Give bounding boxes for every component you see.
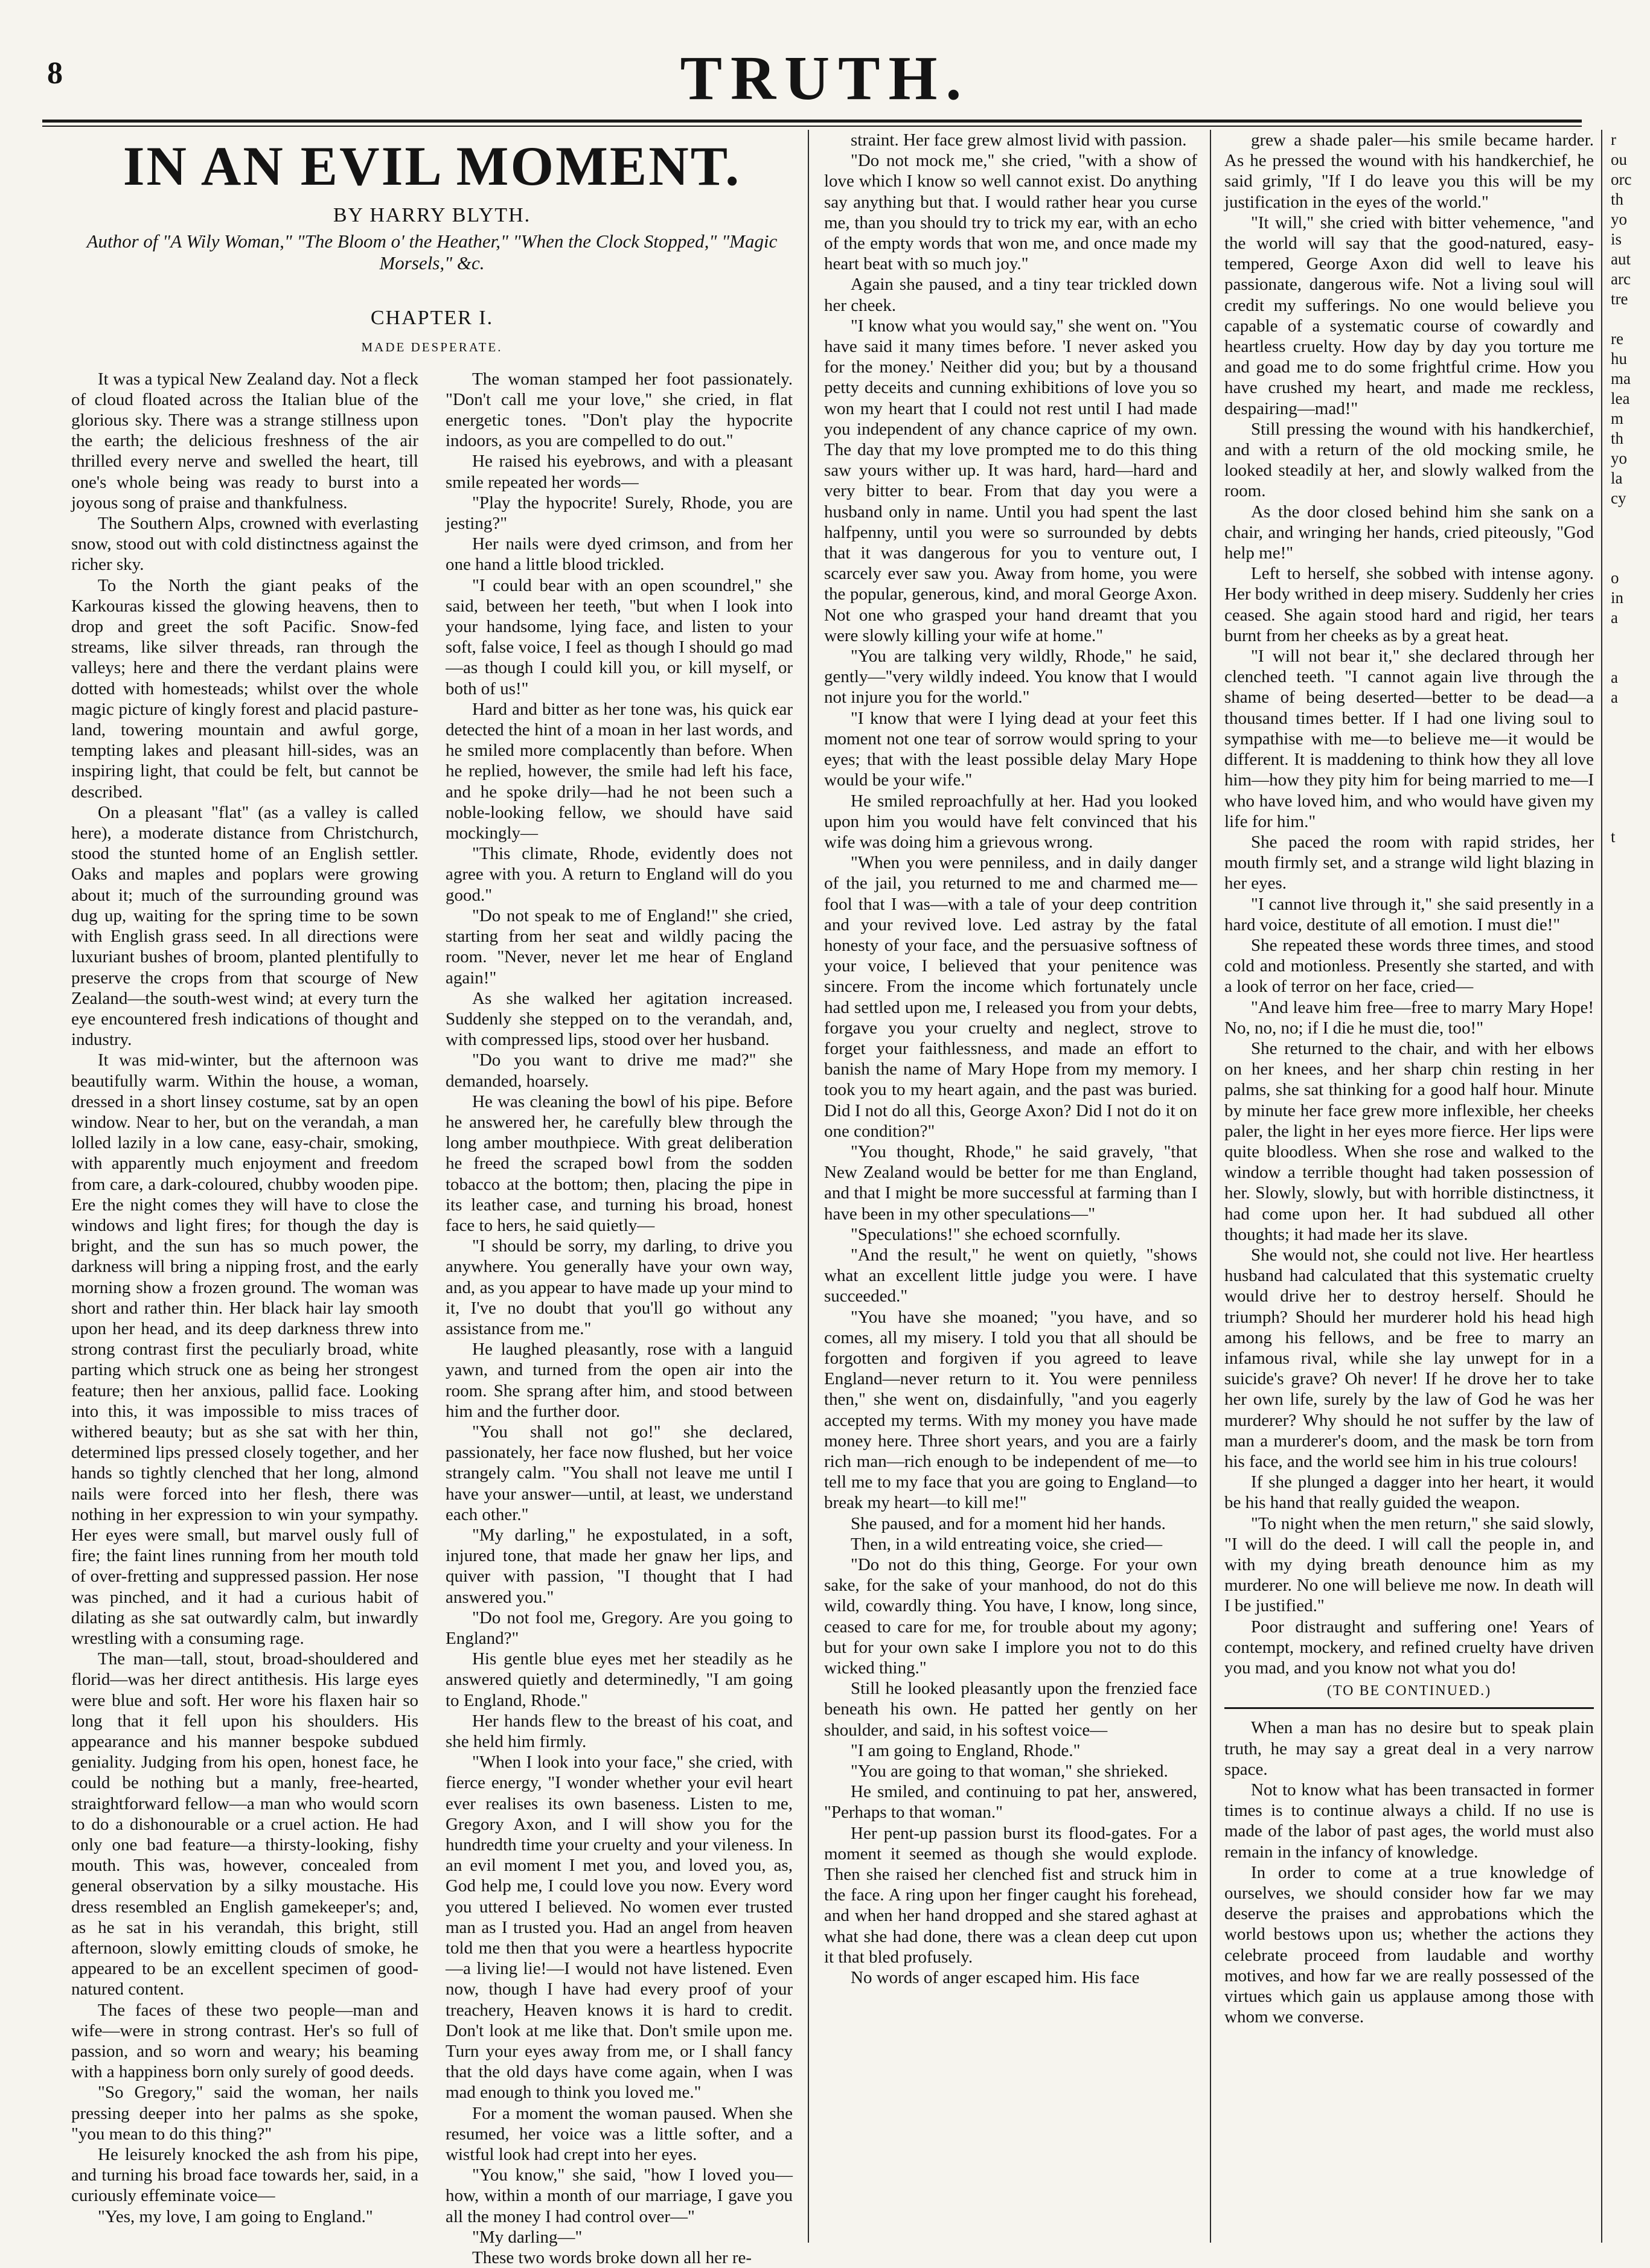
story-paragraph: "Do not speak to me of England!" she cried, starting from her seat and wildly pacing the room. "Never, never let me hear of England again!"	[446, 906, 793, 988]
story-paragraph: "You are going to that woman," she shrieked.	[851, 1762, 1168, 1781]
story-paragraph: "You are talking very wildly, Rhode," he said, gently—"very wildly indeed. You know that I would not injure you for the world."	[824, 647, 1197, 708]
story-paragraph: Left to herself, she sobbed with intense agony. Her body writhed in deep misery. Suddenly her cries ceased. She again stood hard and rigid, her tears burnt from her cheeks as by a great heat.	[1224, 564, 1594, 645]
adjacent-page-fragment: hu	[1611, 350, 1627, 368]
adjacent-page-fragment	[1611, 528, 1650, 548]
adjacent-page-fragment: la	[1611, 469, 1623, 487]
story-paragraph: For a moment the woman paused. When she resumed, her voice was a little softer, and a wistful look had crept into her eyes.	[446, 2103, 793, 2165]
story-paragraph: "This climate, Rhode, evidently does not agree with you. A return to England will do you good."	[446, 844, 793, 905]
story-paragraph: "And leave him free—free to marry Mary Hope! No, no, no; if I die he must die, too!"	[1224, 997, 1594, 1038]
adjacent-page-fragment	[1611, 1026, 1650, 1046]
adjacent-page-fragment: th	[1611, 190, 1624, 208]
adjacent-page-fragment	[1611, 1245, 1650, 1265]
adjacent-page-fragment: a	[1611, 668, 1618, 686]
story-paragraph: "Do not fool me, Gregory. Are you going to England?"	[446, 1608, 793, 1648]
adjacent-page-fragment	[1611, 867, 1650, 887]
story-paragraph: She would not, she could not live. Her heartless husband had calculated that this systematic cruelty would drive her to destroy herself. Should he triumph? Should her murderer hold his head high among his fellows, and be free to marry an infamous rival, while she lay unwept for in a suicide's grave? Oh never! If he drove her to take her own life, surely by the law of God he was her murderer? Why should he not suffer by the law of man a murderer's doom, and the mask be torn from his face, and the world see him in his true colours!	[1224, 1245, 1594, 1471]
story-paragraph: He was cleaning the bowl of his pipe. Before he answered her, he carefully blew through the long amber mouthpiece. With great deliberation he freed the scraped bowl from the sodden tobacco at the bottom; then, placing the pipe in its leather case, and turning his broad, honest face to hers, he said quietly—	[446, 1091, 793, 1235]
story-paragraph: The woman stamped her foot passionately. "Don't call me your love," she cried, in flat energetic tones. "Don't play the hypocrite indoors, as you are compelled to do out."	[446, 369, 793, 451]
filler-paragraph: In order to come at a true knowledge of ourselves, we should consider how far we may deserve the praises and approbations which the world bestows upon us; whether the actions they celebrate proceed from laudable and worthy motives, and how far we are really possessed of the virtues which gain us applause among those with whom we converse.	[1224, 1862, 1594, 2027]
story-paragraph: grew a shade paler—his smile became harder. As he pressed the wound with his handkerchief, he said grimly, "If I do leave you this will be my justification in the eyes of the world."	[1224, 130, 1594, 212]
adjacent-page-fragment	[1611, 847, 1650, 867]
adjacent-page-fragment: ma	[1611, 369, 1631, 388]
story-paragraph: "I know what you would say," she went on. "You have said it many times before. 'I never asked you for the money.' Neither did you; but by a thousand petty deceits and cunning exhibitions of love you so won my heart that I could not rest until I had made you independent of any chance caprice of my own. The day that my love prompted me to do this thing saw yours wither up. It was hard, hard—hard and very bitter to bear. From that day you were a husband only in name. Until you had spent the last halfpenny, until you were so surrounded by debts that it was dangerous for you to venture out, I scarcely ever saw you. Away from home, you were the popular, generous, kind, and moral George Axon. Not one who grasped your hand dreamt that you were slowly killing your wife at home."	[824, 316, 1197, 645]
author-credits: Author of "A Wily Woman," "The Bloom o' the Heather," "When the Clock Stopped," "Magic Morsels," &c.	[86, 231, 778, 274]
adjacent-page-fragment	[1611, 548, 1650, 568]
story-paragraph: These two words broke down all her re-	[472, 2248, 752, 2268]
story-paragraph: "You shall not go!" she declared, passionately, her face now flushed, but her voice strangely calm. "You shall not leave me until I have your answer—until, at least, we understand each other."	[446, 1422, 793, 1524]
story-paragraph: Her pent-up passion burst its flood-gates. For a moment it seemed as though she would explode. Then she raised her clenched fist and struck him in the face. A ring upon her finger caught his forehead, and when her hand dropped and she stared aghast at what she had done, there was a clean deep cut upon it that bled profusely.	[824, 1823, 1197, 1967]
story-paragraph: "I could bear with an open scoundrel," she said, between her teeth, "but when I look into your handsome, lying face, and listen to your soft, false voice, I feel as though I should go mad—as though I could kill you, or kill myself, or both of us!"	[446, 575, 793, 698]
story-paragraph: "Do not mock me," she cried, "with a show of love which I know so well cannot exist. Do anything say anything but that. I would rather hear you curse me, than you should try to trick my ear, with an echo of the empty words that won me, and once made my heart beat with so much joy."	[824, 151, 1197, 274]
filler-paragraphs	[1224, 1717, 1594, 2027]
adjacent-page-fragment: lea	[1611, 389, 1630, 407]
adjacent-page-fragment	[1611, 966, 1650, 986]
story-paragraph: No words of anger escaped him. His face	[851, 1968, 1140, 1988]
masthead-rule-thin	[42, 126, 1582, 127]
adjacent-page-fragment	[1611, 1126, 1650, 1146]
adjacent-page-fragment	[1611, 1166, 1650, 1186]
adjacent-page-fragment: aut	[1611, 250, 1631, 268]
chapter-heading: CHAPTER I.	[370, 307, 494, 330]
adjacent-page-fragment	[1611, 1365, 1650, 1385]
adjacent-page-fragment	[1611, 887, 1650, 907]
adjacent-page-fragment	[1611, 986, 1650, 1006]
story-paragraph: "I know that were I lying dead at your feet this moment not one tear of sorrow would spring to your eyes; that with the least possible delay Mary Hope would be your wife."	[824, 708, 1197, 790]
story-paragraph: "You thought, Rhode," he said gravely, "that New Zealand would be better for me than England, and that I might be more successful at farming than I have been in my other speculations—"	[824, 1142, 1197, 1224]
story-paragraph: Her nails were dyed crimson, and from her one hand a little blood trickled.	[446, 534, 793, 575]
story-paragraph: "To night when the men return," she said slowly, "I will do the deed. I will call the people in, and with my dying breath denounce him as my murderer. No one will believe me now. In death will I be justified."	[1224, 1513, 1594, 1616]
story-paragraph: The man—tall, stout, broad-shouldered and florid—was her direct antithesis. His large eyes were blue and soft. Her wore his flaxen hair so long that it fell upon his shoulders. His appearance and his manner bespoke subdued geniality. Judging from his open, honest face, he could be nothing but a manly, free-hearted, straightforward fellow—a man who would scorn to do a dishonourable or a cruel action. He had only one bad feature—a thirsty-looking, fishy mouth. This was, however, concealed from general observation by a silky moustache. His dress resembled an English gamekeeper's; and, as he sat in his verandah, this bright, still afternoon, slowly emitting clouds of smoke, he appeared to be an excellent specimen of good-natured content.	[71, 1649, 418, 1999]
adjacent-page-fragment: t	[1611, 828, 1616, 846]
story-column-4-text	[1224, 130, 1594, 1678]
adjacent-page-fragment	[1611, 1146, 1650, 1166]
adjacent-page-fragment	[1611, 807, 1650, 827]
adjacent-page-fragment	[1611, 787, 1650, 807]
masthead-rule	[42, 120, 1582, 123]
story-paragraph: Her hands flew to the breast of his coat, and she held him firmly.	[446, 1711, 793, 1752]
adjacent-page-fragment	[1611, 708, 1650, 727]
story-paragraph: As the door closed behind him she sank on a chair, and wringing her hands, cried piteously, "God help me!"	[1224, 502, 1594, 563]
story-paragraph: As she walked her agitation increased. Suddenly she stepped on to the verandah, and, with compressed lips, stood over her husband.	[446, 988, 793, 1050]
adjacent-page-fragment: r	[1611, 130, 1616, 149]
story-paragraph: "When I look into your face," she cried, with fierce energy, "I wonder whether your evil heart ever realises its own baseness. Listen to me, Gregory Axon, and I will show you for the hundredth time your cruelty and your vileness. In an evil moment I met you, and loved you, as, God help me, I could love you now. Every word you uttered I believed. No women ever trusted man as I trusted you. Had an angel from heaven told me then that you were a heartless hypocrite—a living lie!—I would not have listened. Even now, though I have had every proof of your treachery, Heaven knows it is hard to credit. Don't look at me like that. Don't smile upon me. Turn your eyes away from me, or I shall fancy that the old days have come again, when I was mad enough to think you loved me."	[446, 1752, 793, 2103]
story-paragraph: "My darling," he expostulated, in a soft, injured tone, that made her gnaw her lips, and quiver with passion, "I thought that I had answered you."	[446, 1525, 793, 1607]
story-paragraph: She paused, and for a moment hid her hands.	[851, 1513, 1166, 1533]
adjacent-page-fragment	[1611, 1006, 1650, 1026]
adjacent-page-fragment	[1611, 1066, 1650, 1086]
story-paragraph: He leisurely knocked the ash from his pipe, and turning his broad face towards her, said, in a curiously effeminate voice—	[71, 2145, 418, 2206]
story-paragraph: Then, in a wild entreating voice, she cried—	[851, 1534, 1163, 1554]
story-paragraph: He raised his eyebrows, and with a pleasant smile repeated her words—	[446, 452, 793, 492]
story-paragraph: "You know," she said, "how I loved you—how, within a month of our marriage, I gave you all the money I had control over—"	[446, 2165, 793, 2226]
story-paragraph: Still he looked pleasantly upon the frenzied face beneath his own. He patted her gently on her shoulder, and said, in his softest voice—	[824, 1679, 1197, 1740]
adjacent-page-fragment	[1611, 767, 1650, 787]
story-paragraph: She returned to the chair, and with her elbows on her knees, and her sharp chin resting in her palms, she sat thinking for a good half hour. Minute by minute her face grew more inflexible, her cheeks paler, the light in her eyes more fierce. Her lips were quite bloodless. When she rose and walked to the window a terrible thought had taken possession of her. Slowly, slowly, but with horrible distinctness, it had come upon her. It had subdued all other thoughts; it had made her its slave.	[1224, 1038, 1594, 1244]
adjacent-page-fragment	[1611, 1305, 1650, 1325]
story-main-column	[71, 130, 793, 2268]
adjacent-page-fragment	[1611, 1225, 1650, 1245]
column-separator	[1210, 130, 1211, 2243]
story-paragraph: He smiled reproachfully at her. Had you looked upon him you would have felt convinced that his wife was doing him a grievous wrong.	[824, 791, 1197, 852]
story-paragraph: "I am going to England, Rhode."	[851, 1740, 1081, 1760]
story-column-1	[71, 369, 418, 2268]
story-paragraph: "Play the hypocrite! Surely, Rhode, you are jesting?"	[446, 493, 793, 534]
adjacent-page-fragment: a	[1611, 609, 1618, 627]
adjacent-page-fragment	[1611, 1265, 1650, 1285]
adjacent-page-fragment: o	[1611, 569, 1619, 587]
adjacent-page-fragment: re	[1611, 330, 1623, 348]
adjacent-page-fragment	[1611, 727, 1650, 747]
story-paragraph: "It will," she cried with bitter vehemence, "and the world will say that the good-natured, easy-tempered, George Axon did well to leave his passionate, dangerous wife. Not a living soul will credit my sufferings. No one would believe you capable of a systematic course of cowardly and heartless cruelty. How day by day you torture me and goad me to do some frightful crime. How you have crushed my heart, and made me reckless, despairing—mad!"	[1224, 212, 1594, 418]
adjacent-page-fragment	[1611, 747, 1650, 767]
adjacent-page-fragment: ou	[1611, 150, 1627, 168]
adjacent-page-fragment	[1611, 648, 1650, 668]
story-paragraph: His gentle blue eyes met her steadily as he answered quietly and determinedly, "I am going to England, Rhode."	[446, 1649, 793, 1710]
chapter-subtitle: MADE DESPERATE.	[361, 340, 503, 355]
adjacent-page-fragment	[1611, 927, 1650, 947]
story-column-3	[824, 130, 1197, 2243]
adjacent-page-fragment	[1611, 1325, 1650, 1345]
adjacent-page-fragment: tre	[1611, 290, 1628, 308]
adjacent-page-fragment	[1611, 1345, 1650, 1365]
adjacent-page-fragment: in	[1611, 589, 1624, 607]
story-paragraph: She repeated these words three times, and stood cold and motionless. Presently she started, and with a look of terror on her face, cried—	[1224, 935, 1594, 997]
story-paragraph: He laughed pleasantly, rose with a languid yawn, and turned from the open air into the room. She sprang after him, and stood between him and the further door.	[446, 1340, 793, 1421]
filler-paragraph: When a man has no desire but to speak plain truth, he may say a great deal in a very narrow space.	[1224, 1718, 1594, 1779]
story-paragraph: "I will not bear it," she declared through her clenched teeth. "I cannot again live through the shame of being deserted—better to be dead—a thousand times better. If I had one living soul to sympathise with me—to believe me—it would be different. It is maddening to think how they all love him—how they pity him for being married to me—I who have loved him, and who would have given my life for him."	[1224, 647, 1594, 831]
adjacent-page-fragment: th	[1611, 429, 1624, 447]
story-paragraph: "Yes, my love, I am going to England."	[98, 2206, 373, 2226]
story-paragraph: It was mid-winter, but the afternoon was beautifully warm. Within the house, a woman, dressed in a short linsey costume, sat by an open window. Near to her, but on the verandah, a man lolled lazily in a low cane, easy-chair, smoking, with apparently much enjoyment and freedom from care, a dark-coloured, chubby wooden pipe. Ere the night comes they will have to close the windows and light fires; for though the day is bright, and the sun has so much power, the darkness will bring a nipping frost, and the early morning show a frozen ground. The woman was short and rather thin. Her black hair lay smooth upon her head, and its deep darkness threw into strong contrast first the peculiarly broad, white parting which struck one as being her strongest feature; then her anxious, pallid face. Looking into this, it was impossible to miss traces of withered beauty; but as she sat with her thin, determined lips pressed closely together, and her hands so tightly clenched that her long, almond nails were forced into her flesh, there was nothing in her expression to win your sympathy. Her eyes were small, but marvel ously full of fire; the faint lines running from her mouth told of over-fretting and suppressed passion. Her nose was pinched, and it had a curious habit of dilating as she sat outwardly calm, but inwardly wrestling with a consuming rage.	[71, 1050, 418, 1648]
story-paragraph: Poor distraught and suffering one! Years of contempt, mockery, and refined cruelty have driven you mad, and you know not what you do!	[1224, 1617, 1594, 1678]
story-paragraph: To the North the giant peaks of the Karkouras kissed the glowing heavens, then to drop and greet the soft Pacific. Snow-fed streams, like silver threads, ran through the valleys; here and there the verdant plains were dotted with homesteads; whilst over the whole magic picture of kingly forest and placid pasture-land, towering mountain and awful gorge, tempting lakes and pleasant hill-sides, was an inspiring light, that could be felt, but cannot be described.	[71, 575, 418, 802]
adjacent-page-fragment	[1611, 1046, 1650, 1066]
adjacent-page-edge	[1611, 130, 1650, 2243]
story-column-4	[1224, 130, 1594, 2243]
adjacent-page-fragment	[1611, 1285, 1650, 1305]
adjacent-page-fragment: yo	[1611, 449, 1627, 467]
story-paragraph: "When you were penniless, and in daily danger of the jail, you returned to me and charmed me—fool that I was—with a tale of your deep contrition and your revived love. Led astray by the fatal honesty of your face, and the persuasive softness of your voice, I believed that your penitence was sincere. From the income which fortunately uncle had settled upon me, I released you from your debts, forgave you your cruelty and neglect, strove to forget your faithlessness, and made an effort to banish the name of Mary Hope from my memory. I took you to my heart again, and the past was buried. Did I not do all this, George Axon? Did I not do it on one condition?"	[824, 853, 1197, 1141]
story-paragraph: "So Gregory," said the woman, her nails pressing deeper into her palms as she spoke, "you mean to do this thing?"	[71, 2083, 418, 2144]
adjacent-page-fragment: yo	[1611, 210, 1627, 228]
story-paragraph: She paced the room with rapid strides, her mouth firmly set, and a strange wild light blazing in her eyes.	[1224, 832, 1594, 893]
story-paragraph: "Do not do this thing, George. For your own sake, for the sake of your manhood, do not do this wild, cowardly thing. You have, I know, long since, ceased to care for me, for trouble about my agony; but for your own sake I implore you not to do this wicked thing."	[824, 1555, 1197, 1678]
adjacent-page-fragment	[1611, 508, 1650, 528]
to-be-continued: (TO BE CONTINUED.)	[1326, 1683, 1492, 1699]
adjacent-page-fragment: arc	[1611, 270, 1631, 288]
story-paragraph: Hard and bitter as her tone was, his quick ear detected the hint of a moan in her last words, and he smiled more complacently than before. When he replied, however, the smile had left his face, and he spoke drily—had he not been such a noble-looking fellow, we should have said mockingly—	[446, 699, 793, 843]
story-paragraph: Still pressing the wound with his handkerchief, and with a return of the old mocking smile, he looked steadily at her, and slowly walked from the room.	[1224, 419, 1594, 501]
story-paragraph: "I should be sorry, my darling, to drive you anywhere. You generally have your own way, and, as you appear to have made up your mind to it, I've no doubt that you'll go without any assistance from me."	[446, 1236, 793, 1338]
page-number: 8	[47, 56, 63, 91]
column-separator	[808, 130, 809, 2243]
story-paragraph: "My darling—"	[472, 2227, 583, 2247]
story-paragraph: He smiled, and continuing to pat her, answered, "Perhaps to that woman."	[824, 1782, 1197, 1822]
story-paragraph: The Southern Alps, crowned with everlasting snow, stood out with cold distinctness against the richer sky.	[71, 514, 418, 575]
story-paragraph: Again she paused, and a tiny tear trickled down her cheek.	[824, 275, 1197, 315]
masthead: TRUTH.	[680, 43, 970, 113]
story-paragraph: "You have she moaned; "you have, and so comes, all my misery. I told you that all should be forgotten and forgiven if you agreed to leave England—never return to it. You were penniless then," she went on, disdainfully, "and you eagerly accepted my terms. With my money you have made money here. Three short years, and you are a fairly rich man—rich enough to be independent of me—to tell me to my face that you are going to England—to break my heart—to kill me!"	[824, 1307, 1197, 1513]
adjacent-page-fragment: is	[1611, 230, 1622, 248]
column-separator	[1601, 130, 1602, 2243]
adjacent-page-fragment	[1611, 947, 1650, 966]
filler-paragraph: Not to know what has been transacted in former times is to continue always a child. If no use is made of the labor of past ages, the world must also remain in the infancy of knowledge.	[1224, 1780, 1594, 1862]
adjacent-page-fragment	[1611, 1206, 1650, 1225]
adjacent-page-fragment	[1611, 907, 1650, 927]
adjacent-page-fragment	[1611, 309, 1650, 329]
story-byline: BY HARRY BLYTH.	[333, 204, 531, 226]
adjacent-page-fragment: cy	[1611, 489, 1626, 507]
adjacent-page-fragment: orc	[1611, 170, 1632, 188]
adjacent-page-fragment: m	[1611, 409, 1624, 427]
adjacent-page-fragment	[1611, 1086, 1650, 1106]
story-subcolumns	[71, 369, 793, 2268]
section-divider	[1224, 1707, 1594, 1709]
adjacent-page-fragment: a	[1611, 688, 1618, 706]
story-paragraph: "Speculations!" she echoed scornfully.	[851, 1224, 1121, 1244]
story-paragraph: straint. Her face grew almost livid with passion.	[851, 130, 1187, 150]
story-paragraph: "Do you want to drive me mad?" she demanded, hoarsely.	[446, 1050, 793, 1091]
story-paragraph: On a pleasant "flat" (as a valley is called here), a moderate distance from Christchurch, stood the stunted home of an English settler. Oaks and maples and poplars were growing about it; much of the surrounding ground was dug up, waiting for the spring time to be sown with English grass seed. In all directions were luxuriant bushes of broom, planted plentifully to preserve the crops from that scourge of New Zealand—the south-west wind; at every turn the eye encountered fresh indications of thought and industry.	[71, 802, 418, 1050]
story-paragraph: "I cannot live through it," she said presently in a hard voice, destitute of all emotion. I must die!"	[1224, 894, 1594, 934]
adjacent-page-fragment	[1611, 1186, 1650, 1206]
adjacent-page-fragment	[1611, 628, 1650, 648]
story-title: IN AN EVIL MOMENT.	[123, 135, 741, 197]
story-paragraph: If she plunged a dagger into her heart, it would be his hand that really guided the weapon.	[1224, 1472, 1594, 1513]
story-column-2	[446, 369, 793, 2268]
story-paragraph: The faces of these two people—man and wife—were in strong contrast. Her's so full of passion, and so worn and weary; his beaming with a happiness born only surely of good deeds.	[71, 2000, 418, 2082]
adjacent-page-fragment	[1611, 1106, 1650, 1126]
story-paragraph: "And the result," he went on quietly, "shows what an excellent little judge you were. I have succeeded."	[824, 1245, 1197, 1306]
story-paragraph: It was a typical New Zealand day. Not a fleck of cloud floated across the Italian blue of the glorious sky. There was a strange stillness upon the earth; the delicious freshness of the air thrilled every nerve and swelled the heart, till one's whole being was ready to burst into a joyous song of praise and thankfulness.	[71, 369, 418, 513]
